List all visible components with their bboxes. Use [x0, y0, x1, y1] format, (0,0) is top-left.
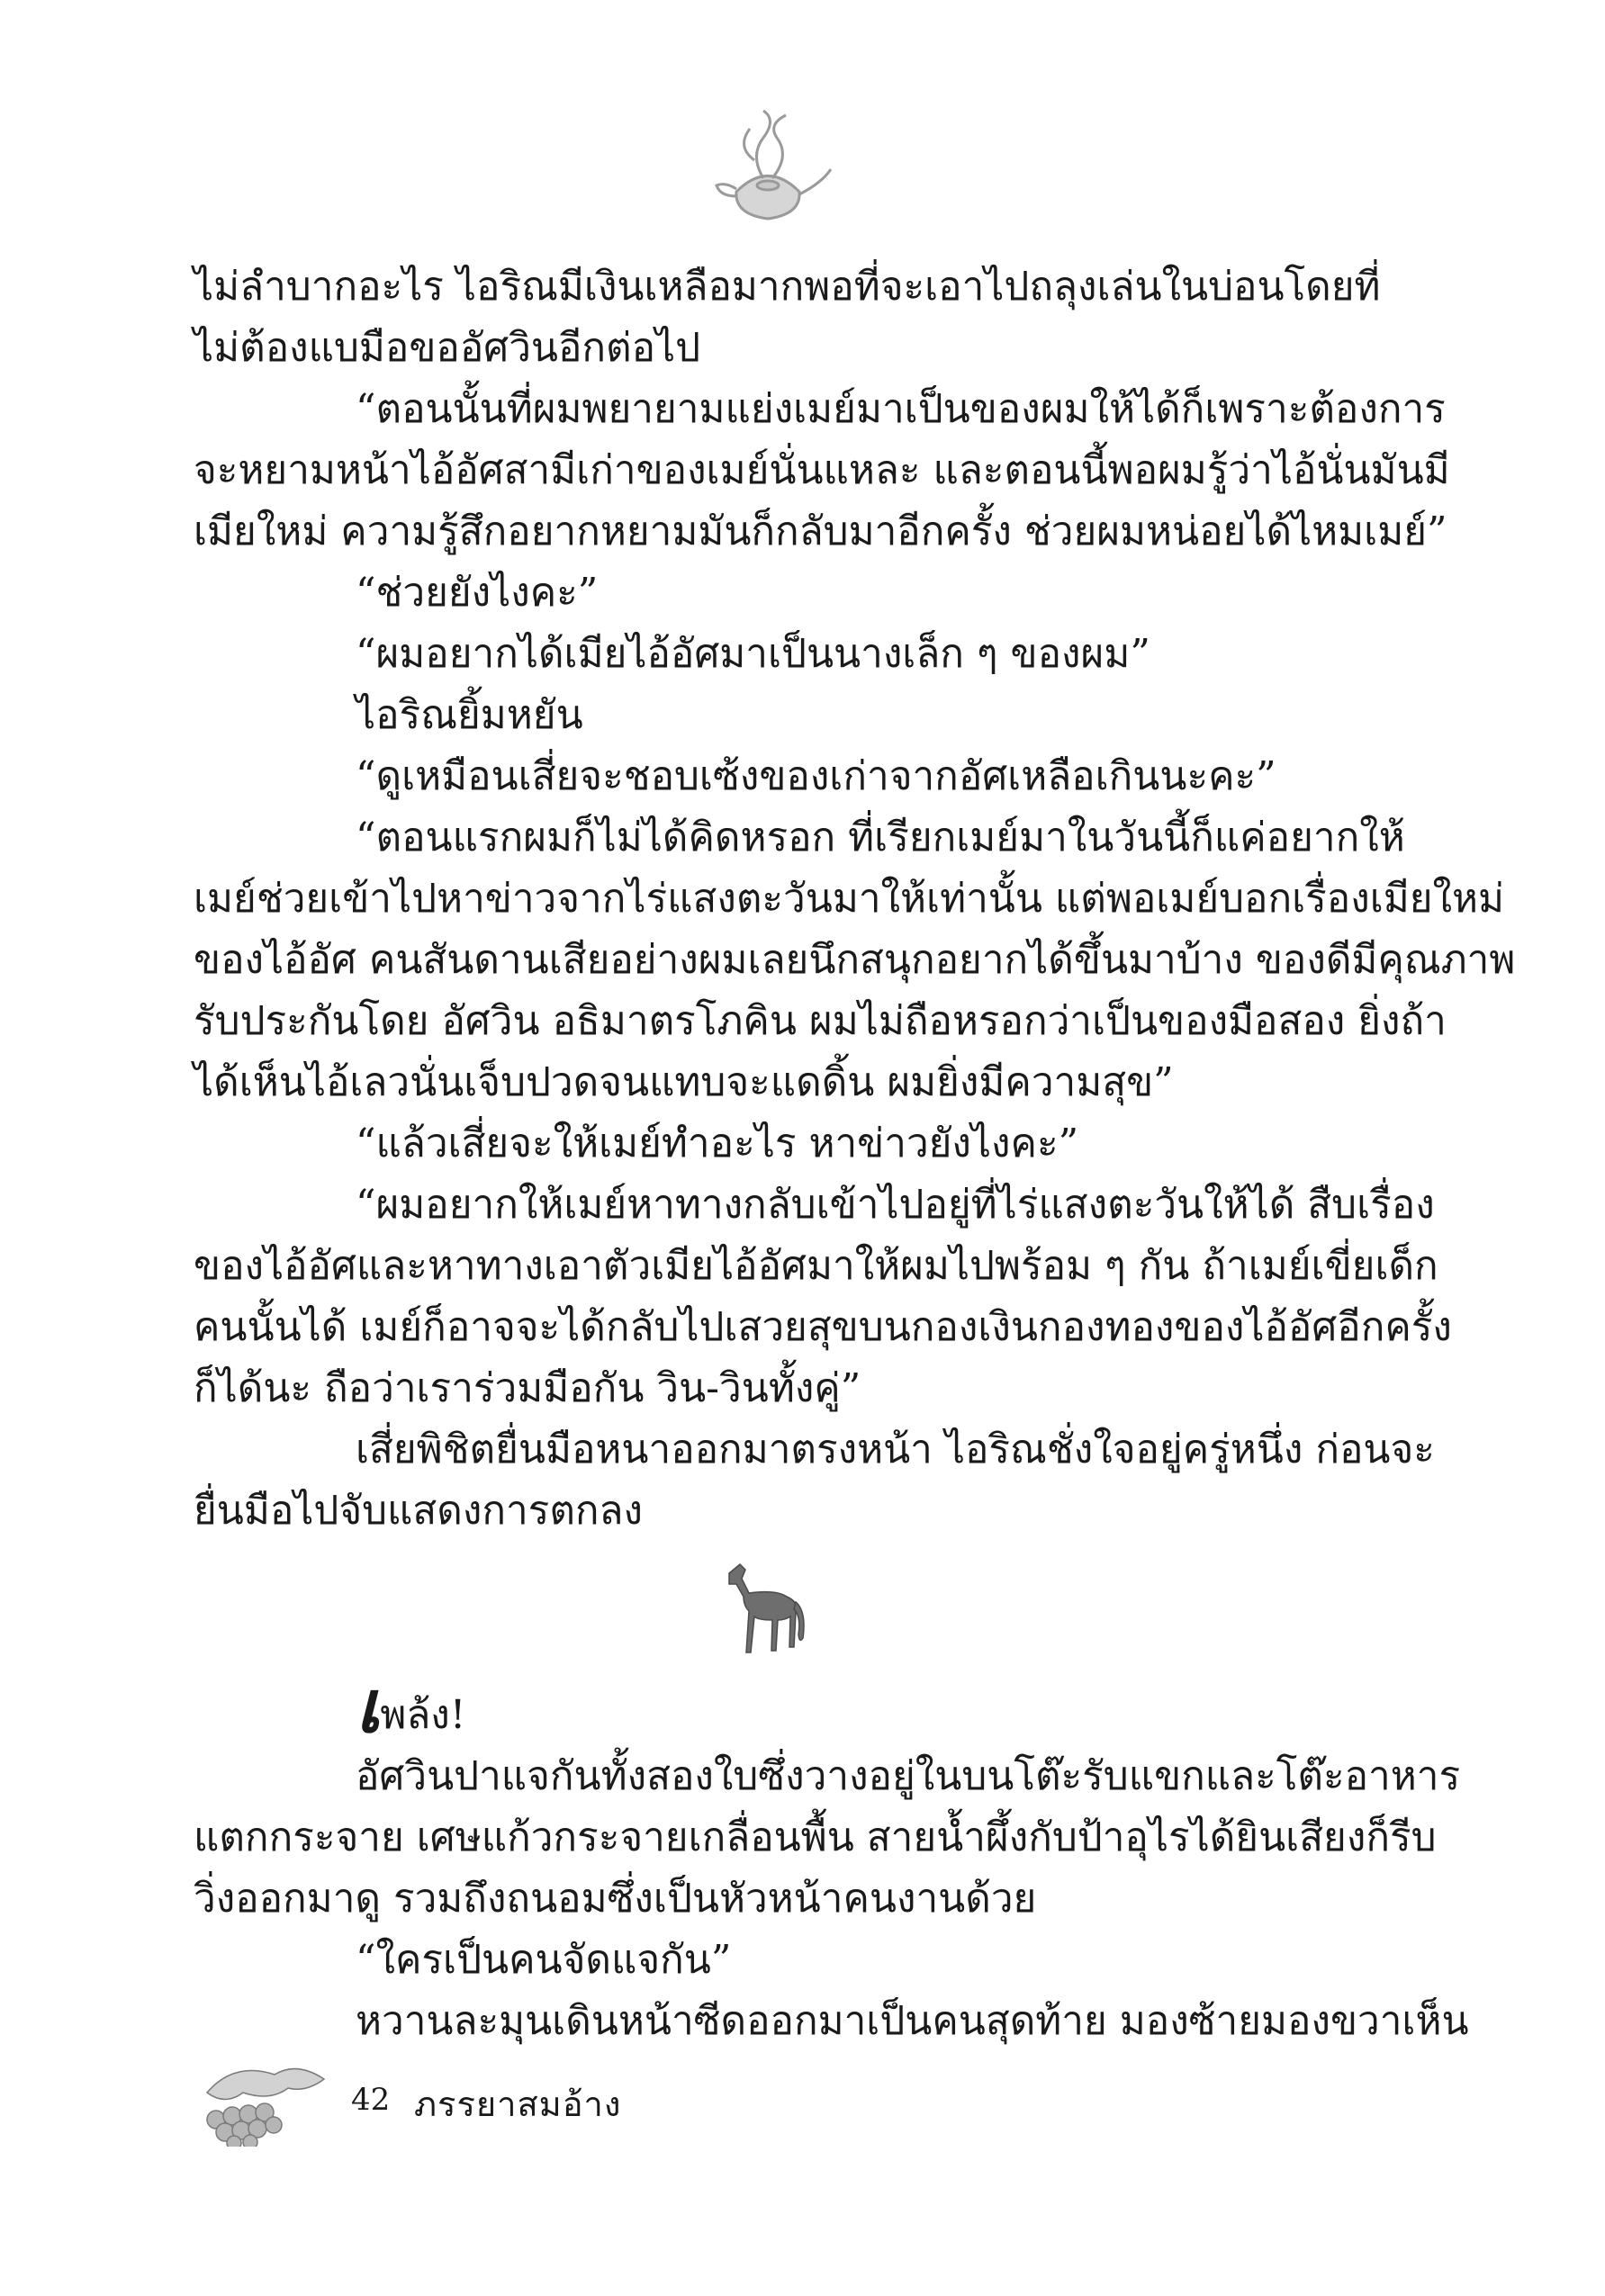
- teapot-ornament-icon: [700, 106, 835, 232]
- section-opening: [356, 1664, 896, 1749]
- horse-icon: [713, 1557, 812, 1665]
- book-title: ภรรยาสมอ้าง: [414, 2084, 622, 2124]
- text-line: จะหยามหน้าไอ้อัศสามีเก่าของเมย์นั่นแหละ และตอนนี้พอผมรู้ว่าไอ้นั่นมันมี: [194, 447, 1450, 493]
- text-line: ของไอ้อัศและหาทางเอาตัวเมียไอ้อัศมาให้ผมไปพร้อม ๆ กัน ถ้าเมย์เขี่ยเด็ก: [194, 1243, 1438, 1289]
- page-number: 42: [351, 2082, 391, 2118]
- text-line: ยื่นมือไปจับแสดงการตกลง: [194, 1488, 643, 1534]
- grapes-icon: [189, 2057, 342, 2147]
- text-line: เสี่ยพิชิตยื่นมือหนาออกมาตรงหน้า ไอริณชั่งใจอยู่ครู่หนึ่ง ก่อนจะ: [356, 1427, 1435, 1472]
- text-line: ไม่ต้องแบมือขออัศวินอีกต่อไป: [194, 325, 701, 371]
- body-text: [194, 257, 1516, 1542]
- text-line: “ตอนแรกผมก็ไม่ได้คิดหรอก ที่เรียกเมย์มาในวันนี้ก็แค่อยากให้: [356, 815, 1405, 860]
- text-line: “แล้วเสี่ยจะให้เมย์ทำอะไร หาข่าวยังไงคะ”: [356, 1121, 1079, 1166]
- text-line: “ช่วยยังไงคะ”: [356, 570, 599, 616]
- page-footer: [189, 2057, 999, 2147]
- text-line: “ดูเหมือนเสี่ยจะชอบเซ้งของเก่าจากอัศเหลือเกินนะคะ”: [356, 753, 1276, 799]
- text-line: ไม่ลำบากอะไร ไอริณมีเงินเหลือมากพอที่จะเอาไปถลุงเล่นในบ่อนโดยที่: [194, 264, 1381, 310]
- text-line: เมียใหม่ ความรู้สึกอยากหยามมันก็กลับมาอีกครั้ง ช่วยผมหน่อยได้ไหมเมย์”: [194, 509, 1447, 554]
- text-line: เมย์ช่วยเข้าไปหาข่าวจากไร่แสงตะวันมาให้เท่านั้น แต่พอเมย์บอกเรื่องเมียใหม่: [194, 876, 1505, 922]
- text-line: แตกกระจาย เศษแก้วกระจายเกลื่อนพื้น สายน้ำผึ้งกับป้าอุไรได้ยินเสียงก็รีบ: [194, 1814, 1437, 1860]
- text-line: คนนั้นได้ เมย์ก็อาจจะได้กลับไปเสวยสุขบนกองเงินกองทองของไอ้อัศอีกครั้ง: [194, 1304, 1452, 1350]
- text-line: หวานละมุนเดินหน้าซีดออกมาเป็นคนสุดท้าย มองซ้ายมองขวาเห็น: [356, 1998, 1469, 2044]
- text-line: ก็ได้นะ ถือว่าเราร่วมมือกัน วิน-วินทั้งคู่”: [194, 1365, 861, 1411]
- text-line: วิ่งออกมาดู รวมถึงถนอมซึ่งเป็นหัวหน้าคนงานด้วย: [194, 1876, 1037, 1922]
- text-line: “ผมอยากได้เมียไอ้อัศมาเป็นนางเล็ก ๆ ของผม”: [356, 631, 1150, 677]
- text-line: “ตอนนั้นที่ผมพยายามแย่งเมย์มาเป็นของผมให้ได้ก็เพราะต้องการ: [356, 386, 1446, 432]
- section2-text: [194, 1746, 1469, 2052]
- drop-cap-rest: พล้ง!: [380, 1692, 466, 1738]
- drop-cap: เ: [356, 1664, 381, 1749]
- text-line: ไอริณยิ้มหยัน: [356, 692, 583, 738]
- text-line: “ใครเป็นคนจัดแจกัน”: [356, 1937, 732, 1983]
- text-line: ของไอ้อัศ คนสันดานเสียอย่างผมเลยนึกสนุกอยากได้ขึ้นมาบ้าง ของดีมีคุณภาพ: [194, 937, 1516, 983]
- text-line: รับประกันโดย อัศวิน อธิมาตรโภคิน ผมไม่ถือหรอกว่าเป็นของมือสอง ยิ่งถ้า: [194, 998, 1447, 1044]
- text-line: ได้เห็นไอ้เลวนั่นเจ็บปวดจนแทบจะแดดิ้น ผมยิ่งมีความสุข”: [194, 1059, 1174, 1105]
- text-line: อัศวินปาแจกันทั้งสองใบซึ่งวางอยู่ในบนโต๊ะรับแขกและโต๊ะอาหาร: [356, 1753, 1461, 1799]
- text-line: “ผมอยากให้เมย์หาทางกลับเข้าไปอยู่ที่ไร่แสงตะวันให้ได้ สืบเรื่อง: [356, 1182, 1435, 1228]
